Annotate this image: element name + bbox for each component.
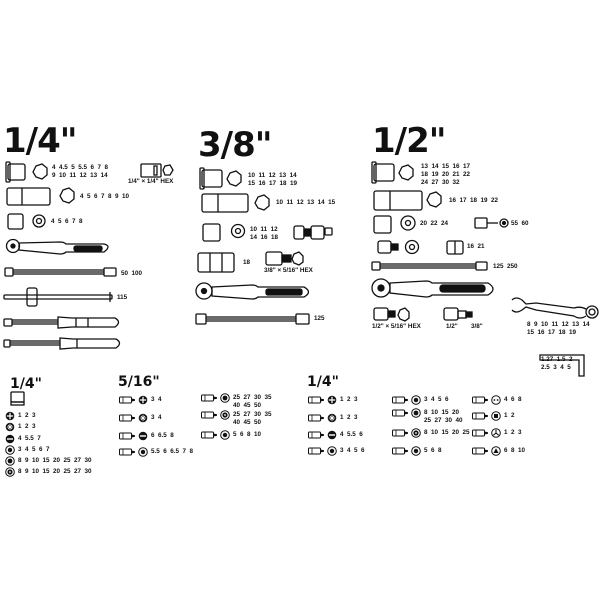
three-eighths-torx-sockets-sizes: 10 11 12 14 16 18: [250, 226, 279, 241]
quarter-torx-sockets-sizes: 4 5 6 7 8: [51, 218, 83, 225]
three-eighths-extension-size: 125: [314, 315, 325, 322]
quarter-ratchet-icon: [7, 240, 109, 255]
bit-sizes: 1 2 3: [18, 423, 36, 430]
security-torx-icon: [5, 467, 15, 477]
bit-shank-icon: [392, 408, 409, 418]
phillips-icon: [327, 395, 337, 405]
torx-icon: [5, 456, 15, 466]
half-adapter-label: 1/2" × 5/16" HEX: [372, 323, 421, 330]
quarter-tbar-size: 115: [117, 294, 128, 301]
bit-sizes: 1 2 3: [504, 429, 522, 436]
slotted-icon: [5, 434, 15, 444]
bit-shank-icon: [392, 428, 409, 438]
half-torx-bit-icon: [475, 218, 508, 228]
bit-sizes: 25 27 30 35 40 45 50: [233, 411, 272, 426]
three-eighths-short-socket-icon: [200, 168, 241, 189]
bit-sizes: 8 9 10 15 20 25 27 30: [18, 468, 92, 475]
bit-sizes: 8 9 10 15 20 25 27 30: [18, 457, 92, 464]
bits-quarter-right-heading: 1/4": [307, 374, 339, 390]
bit-sizes: 3 4 5 6: [340, 447, 365, 454]
bit-shank-icon: [201, 430, 218, 440]
three-eighths-spark-plug-socket-icon: [198, 253, 234, 272]
bit-sizes: 1 2 3: [340, 396, 358, 403]
half-extension-icon: [372, 262, 487, 270]
slotted-icon: [138, 431, 148, 441]
bit-shank-icon: [392, 395, 409, 405]
half-adapter-a-label: 1/2": [446, 323, 458, 330]
quarter-drive-heading: 1/4": [3, 121, 77, 161]
bit-sizes: 3 4: [151, 414, 162, 421]
bit-sizes: 5.5 6 6.5 7 8: [151, 448, 194, 455]
bit-sizes: 8 10 15 20 25 27 30 40: [424, 409, 463, 424]
three-eighths-deep-sockets-sizes: 10 11 12 13 14 15: [276, 199, 336, 206]
bits-five-sixteenths-heading: 5/16": [118, 374, 160, 390]
bit-shank-icon: [308, 395, 325, 405]
bit-shank-icon: [308, 446, 325, 456]
pozidriv-icon: [327, 413, 337, 423]
bit-sizes: 25 27 30 35 40 45 50: [233, 394, 272, 409]
half-spark-plug-socket-icon: [378, 241, 463, 255]
three-eighths-torx-socket-icon: [203, 224, 245, 241]
bit-shank-icon: [472, 395, 489, 405]
three-eighths-ujoint-icon: [294, 226, 332, 239]
bit-shank-icon: [119, 431, 136, 441]
three-eighths-adapter-icon: [266, 252, 303, 265]
triangle-icon: [491, 446, 501, 456]
three-eighths-spark-plug-size: 18: [243, 259, 251, 266]
bit-sizes: 4 6 8: [504, 396, 522, 403]
bit-sizes: 6 6.5 8: [151, 432, 174, 439]
bit-sizes: 1 2: [504, 412, 515, 419]
three-eighths-extension-icon: [196, 314, 309, 324]
security-torx-icon: [411, 428, 421, 438]
hex-icon: [411, 446, 421, 456]
bit-sizes: 3 4 5 6 7: [18, 446, 50, 453]
security-torx-icon: [220, 410, 230, 420]
quarter-extension-sizes: 50 100: [121, 270, 143, 277]
hex-icon: [138, 447, 148, 457]
bit-sizes: 5 6 8 10: [233, 431, 262, 438]
bit-sizes: 4 5.5 7: [18, 435, 41, 442]
bit-shank-icon: [201, 410, 218, 420]
tri-wing-icon: [491, 428, 501, 438]
torx-icon: [411, 408, 421, 418]
three-eighths-deep-socket-icon: [202, 194, 269, 212]
quarter-sockets-sizes: 4 4.5 5 5.5 6 7 8 9 10 11 12 13 14: [52, 164, 109, 179]
half-deep-sockets-sizes: 16 17 18 19 22: [449, 197, 499, 204]
three-eighths-ratchet-icon: [196, 283, 309, 299]
bit-shank-icon: [308, 413, 325, 423]
half-short-socket-icon: [372, 162, 413, 183]
three-eighths-sockets-sizes: 10 11 12 13 14 15 16 17 18 19: [248, 172, 298, 187]
bit-sizes: 5 6 8: [424, 447, 442, 454]
bit-shank-icon: [472, 411, 489, 421]
quarter-bit-holder-adapter-icon: [11, 392, 24, 405]
half-drive-heading: 1/2": [372, 121, 446, 161]
bit-shank-icon: [308, 430, 325, 440]
phillips-icon: [138, 395, 148, 405]
hex-icon: [220, 430, 230, 440]
quarter-deep-socket-icon: [7, 188, 74, 205]
half-torx-socket-icon: [374, 216, 415, 233]
combination-wrench-icon: [512, 298, 598, 318]
half-torx-sockets-sizes: 20 22 24: [420, 220, 449, 227]
bit-sizes: 1 2 3: [18, 412, 36, 419]
spanner-icon: [491, 395, 501, 405]
bit-sizes: 3 4: [151, 396, 162, 403]
wrench-sizes: 8 9 10 11 12 13 14 15 16 17 18 19: [527, 321, 590, 336]
quarter-deep-sockets-sizes: 4 5 6 7 8 9 10: [80, 193, 130, 200]
quarter-adapter-icon: [141, 164, 173, 177]
hex-key-sizes: 1.27 1.5 2 2.5 3 4 5: [541, 356, 573, 371]
quarter-tbar-icon: [4, 288, 112, 306]
hex-icon: [5, 445, 15, 455]
half-adapter-b-label: 3/8": [471, 323, 483, 330]
square-icon: [491, 411, 501, 421]
three-eighths-adapter-label: 3/8" × 5/16" HEX: [264, 267, 313, 274]
bit-shank-icon: [201, 393, 218, 403]
quarter-bit-holder-icon: [4, 338, 120, 349]
bit-shank-icon: [392, 446, 409, 456]
quarter-adapter-label: 1/4" × 1/4" HEX: [128, 178, 174, 185]
half-reducer-icon: [444, 308, 472, 320]
quarter-short-socket-icon: [6, 162, 47, 182]
half-extension-sizes: 125 250: [493, 263, 518, 270]
half-deep-socket-icon: [374, 191, 441, 210]
three-eighths-drive-heading: 3/8": [198, 125, 272, 165]
pozidriv-icon: [5, 422, 15, 432]
quarter-extension-icon: [5, 268, 116, 276]
slotted-icon: [327, 430, 337, 440]
bit-shank-icon: [119, 447, 136, 457]
bits-quarter-left-heading: 1/4": [10, 376, 42, 392]
bit-sizes: 1 2 3: [340, 414, 358, 421]
half-torx-bits-sizes: 55 60: [511, 220, 529, 227]
torx-icon: [220, 393, 230, 403]
hex-icon: [411, 395, 421, 405]
bit-sizes: 4 5.5 6: [340, 431, 363, 438]
bit-sizes: 6 8 10: [504, 447, 526, 454]
bit-shank-icon: [119, 395, 136, 405]
bit-shank-icon: [472, 428, 489, 438]
quarter-spinner-icon: [4, 317, 119, 328]
pozidriv-icon: [138, 413, 148, 423]
bit-shank-icon: [119, 413, 136, 423]
half-ratchet-icon: [372, 279, 493, 297]
half-adapter-icon: [374, 308, 409, 321]
quarter-torx-socket-icon: [8, 214, 45, 229]
hex-icon: [327, 446, 337, 456]
phillips-icon: [5, 411, 15, 421]
half-spark-plug-sizes: 16 21: [467, 243, 485, 250]
bit-sizes: 3 4 5 6: [424, 396, 449, 403]
bit-sizes: 8 10 15 20 25: [424, 429, 470, 436]
bit-shank-icon: [472, 446, 489, 456]
half-sockets-sizes: 13 14 15 16 17 18 19 20 21 22 24 27 30 32: [421, 163, 471, 186]
